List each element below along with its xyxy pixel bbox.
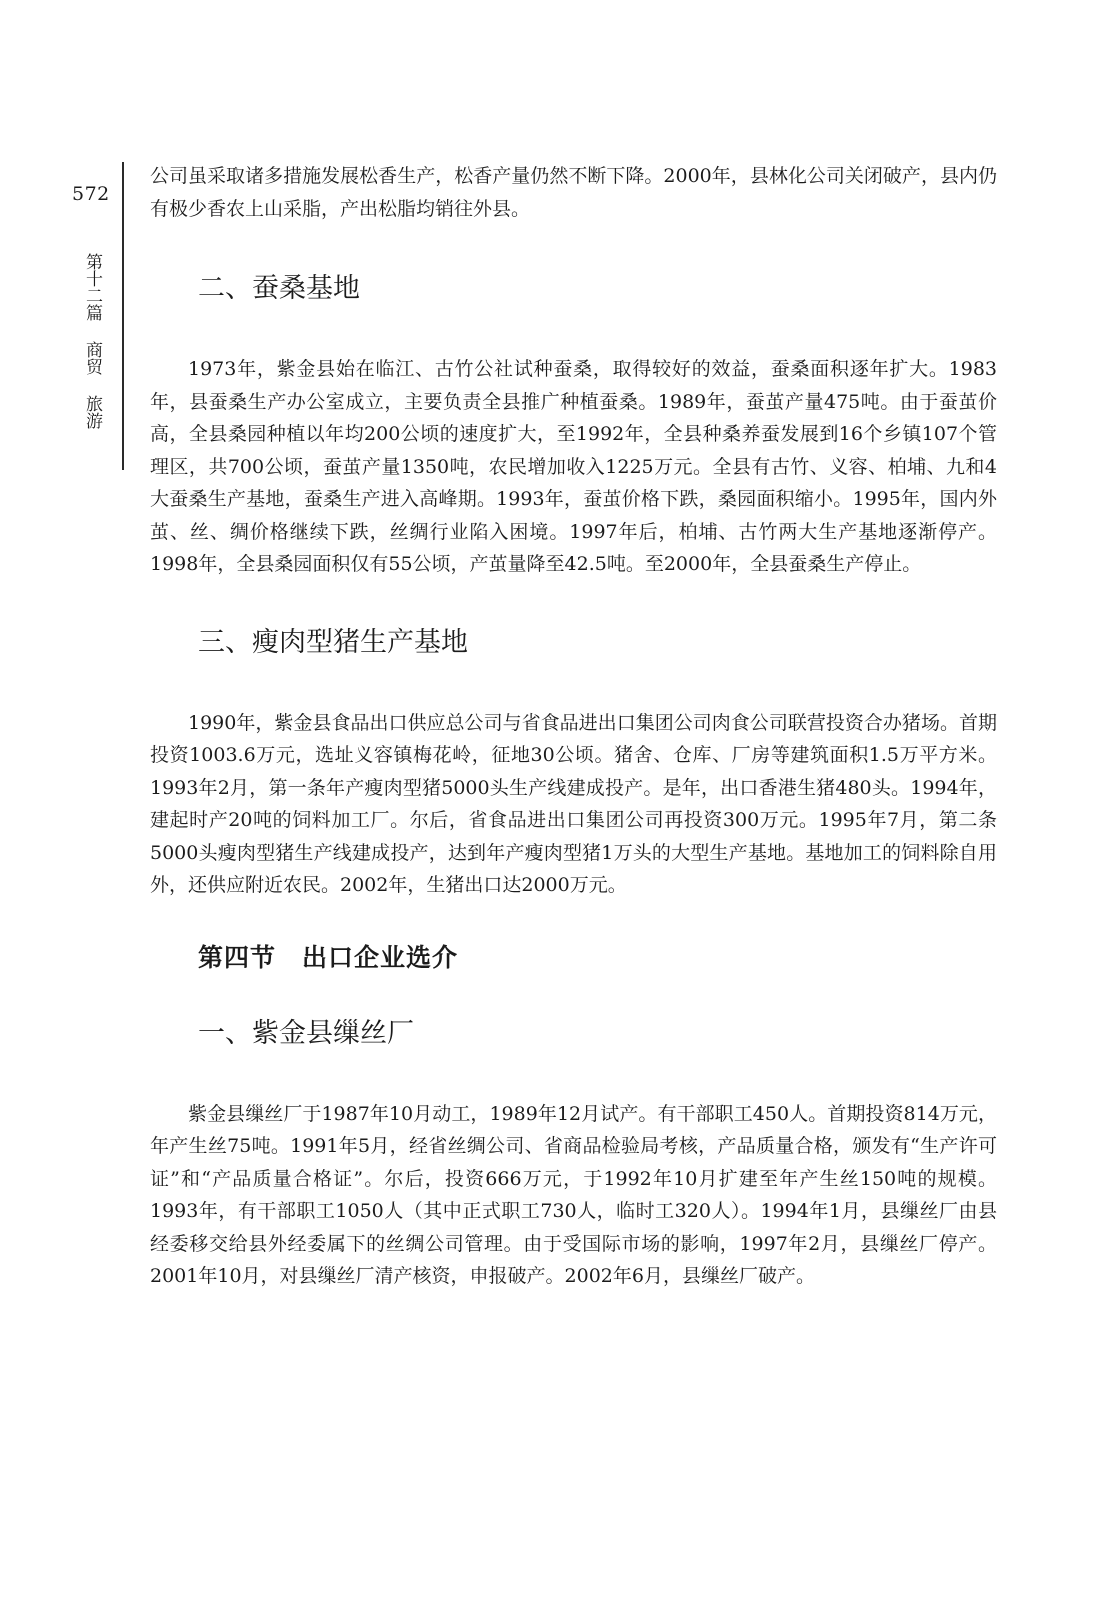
subheading-pig-base: 三、瘦肉型猪生产基地 — [198, 626, 468, 658]
subheading-sericulture: 二、蚕桑基地 — [198, 273, 360, 304]
section-heading: 第四节 出口企业选介 — [198, 942, 459, 972]
page-number: 572 — [72, 183, 110, 205]
subheading-silk-factory: 一、紫金县缫丝厂 — [198, 1017, 414, 1049]
paragraph-silk-factory: 紫金县缫丝厂于1987年10月动工，1989年12月试产。有干部职工450人。首期投资814万元，年产生丝75吨。1991年5月，经省丝绸公司、省商品检验局考核，产品质量合格，颁发有“生产许可证”和“产品质量合格证”。尔后，投资666万元，于1992年10月扩建至年产生丝150吨的规模。1993年，有干部职工1050人（其中正式职工730人，临时工320人）。1994年1月，县缫丝厂由县经委移交给县外经委属下的丝绸公司管理。由于受国际市场的影响，1997年2月，县缫丝厂停产。2001年10月，对县缫丝厂清产核资，申报破产。2002年6月，县缫丝厂破产。 — [150, 1102, 997, 1287]
page-body — [150, 160, 997, 1293]
paragraph-sericulture: 1973年，紫金县始在临江、古竹公社试种蚕桑，取得较好的效益，蚕桑面积逐年扩大。1983年，县蚕桑生产办公室成立，主要负责全县推广种植蚕桑。1989年，蚕茧产量475吨。由于蚕茧价高，全县桑园种植以年均200公顷的速度扩大，至1992年，全县种桑养蚕发展到16个乡镇107个管理区，共700公顷，蚕茧产量1350吨，农民增加收入1225万元。全县有古竹、义容、柏埔、九和4大蚕桑生产基地，蚕桑生产进入高峰期。1993年，蚕茧价格下跌，桑园面积缩小。1995年，国内外茧、丝、绸价格继续下跌，丝绸行业陷入困境。1997年后，柏埔、古竹两大生产基地逐渐停产。1998年，全县桑园面积仅有55公顷，产茧量降至42.5吨。至2000年，全县蚕桑生产停止。 — [150, 358, 997, 575]
running-head: 第十二篇 商贸 旅游 — [82, 253, 102, 429]
page-margin — [0, 0, 124, 480]
margin-rule — [122, 162, 124, 470]
paragraph-pig-base: 1990年，紫金县食品出口供应总公司与省食品进出口集团公司肉食公司联营投资合办猪场。首期投资1003.6万元，选址义容镇梅花岭，征地30公顷。猪舍、仓库、厂房等建筑面积1.5万平方米。1993年2月，第一条年产瘦肉型猪5000头生产线建成投产。是年，出口香港生猪480头。1994年，建起时产20吨的饲料加工厂。尔后，省食品进出口集团公司再投资300万元。1995年7月，第二条5000头瘦肉型猪生产线建成投产，达到年产瘦肉型猪1万头的大型生产基地。基地加工的饲料除自用外，还供应附近农民。2002年，生猪出口达2000万元。 — [150, 711, 997, 896]
continued-paragraph: 公司虽采取诸多措施发展松香生产，松香产量仍然不断下降。2000年，县林化公司关闭破产，县内仍有极少香农上山采脂，产出松脂均销往外县。 — [150, 165, 997, 220]
